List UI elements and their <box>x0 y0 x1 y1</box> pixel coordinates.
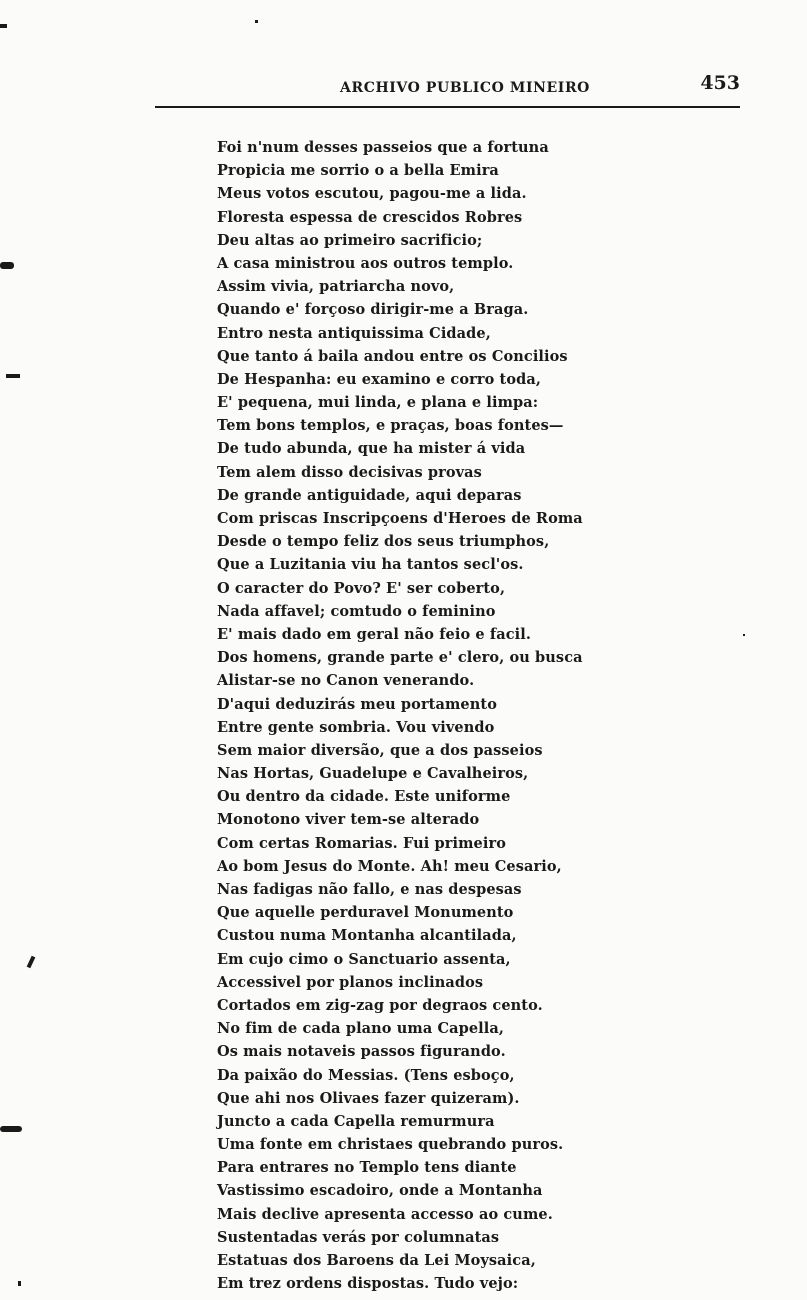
poem-line: Alistar-se no Canon venerando. <box>217 672 475 690</box>
poem-line: De tudo abunda, que ha mister á vida <box>217 440 526 458</box>
poem-line: Em trez ordens dispostas. Tudo vejo: <box>217 1275 519 1293</box>
poem-line: Nas fadigas não fallo, e nas despesas <box>217 881 522 898</box>
poem-line: A casa ministrou aos outros templo. <box>217 254 514 272</box>
poem-line: Mais declive apresenta accesso ao cume. <box>217 1205 553 1223</box>
poem-line: Entro nesta antiquissima Cidade, <box>217 324 491 342</box>
poem-line: O caracter do Povo? E' ser coberto, <box>217 579 506 597</box>
poem-line: Estatuas dos Baroens da Lei Moysaica, <box>217 1252 536 1269</box>
poem-line: Meus votos escutou, pagou-me a lida. <box>217 185 527 203</box>
poem-line: Uma fonte em christaes quebrando puros. <box>217 1136 564 1154</box>
scan-speck <box>0 1126 22 1132</box>
poem-line: Deu altas ao primeiro sacrificio; <box>217 231 483 249</box>
poem-line: Com priscas Inscripçoens d'Heroes de Roma <box>217 510 583 527</box>
poem-line: Sem maior diversão, que a dos passeios <box>217 741 543 759</box>
poem-line: Os mais notaveis passos figurando. <box>217 1043 506 1061</box>
poem-line: Que ahi nos Olivaes fazer quizeram). <box>217 1089 520 1107</box>
poem-line: Desde o tempo feliz dos seus triumphos, <box>217 533 550 551</box>
poem-line: Assim vivia, patriarcha novo, <box>217 278 455 296</box>
poem-line: De grande antiguidade, aqui deparas <box>217 486 522 504</box>
scan-speck <box>27 956 36 969</box>
scan-speck <box>743 634 745 636</box>
page-number: 453 <box>700 72 740 94</box>
page-header <box>155 70 740 112</box>
scan-speck <box>6 374 20 378</box>
poem-line: Propicia me sorrio o a bella Emira <box>217 162 499 180</box>
header-rule <box>155 106 740 108</box>
poem-line: Custou numa Montanha alcantilada, <box>217 927 517 945</box>
poem-line: Tem alem disso decisivas provas <box>217 463 482 481</box>
poem-line: Quando e' forçoso dirigir-me a Braga. <box>217 301 529 319</box>
poem-line: Sustentadas verás por columnatas <box>217 1228 500 1246</box>
poem-line: Que aquelle perduravel Monumento <box>217 904 514 922</box>
poem-line: Ou dentro da cidade. Este uniforme <box>217 788 511 806</box>
poem-line: Ao bom Jesus do Monte. Ah! meu Cesario, <box>217 857 562 875</box>
poem-line: Monotono viver tem-se alterado <box>217 811 480 829</box>
poem-line: D'aqui deduzirás meu portamento <box>217 695 497 713</box>
poem-line: Vastissimo escadoiro, onde a Montanha <box>217 1182 543 1200</box>
poem-text <box>217 136 597 1295</box>
poem-line: Cortados em zig-zag por degraos cento. <box>217 996 543 1014</box>
scan-speck <box>255 20 258 23</box>
poem-line: Nas Hortas, Guadelupe e Cavalheiros, <box>217 765 529 783</box>
poem-line: Floresta espessa de crescidos Robres <box>217 208 523 226</box>
poem-line: Juncto a cada Capella remurmura <box>217 1112 495 1130</box>
poem-line: Da paixão do Messias. (Tens esboço, <box>217 1066 515 1084</box>
poem-line: No fim de cada plano uma Capella, <box>217 1020 505 1038</box>
poem-line: Foi n'num desses passeios que a fortuna <box>217 139 549 156</box>
poem-line: Em cujo cimo o Sanctuario assenta, <box>217 950 511 968</box>
poem-line: De Hespanha: eu examino e corro toda, <box>217 370 541 388</box>
poem-line: Tem bons templos, e praças, boas fontes— <box>217 417 564 435</box>
poem-line: E' mais dado em geral não feio e facil. <box>217 625 532 643</box>
poem-line: Que a Luzitania viu ha tantos secl'os. <box>217 556 524 574</box>
scan-speck <box>18 1281 21 1286</box>
poem-line: Dos homens, grande parte e' clero, ou busca <box>217 649 583 667</box>
poem-line: E' pequena, mui linda, e plana e limpa: <box>217 394 539 412</box>
poem-line: Nada affavel; comtudo o feminino <box>217 602 496 620</box>
running-title: ARCHIVO PUBLICO MINEIRO <box>340 80 590 96</box>
poem-line: Para entrares no Templo tens diante <box>217 1159 517 1177</box>
poem-line: Entre gente sombria. Vou vivendo <box>217 718 495 736</box>
poem-line: Que tanto á baila andou entre os Concilios <box>217 347 568 365</box>
poem-line: Com certas Romarias. Fui primeiro <box>217 834 506 852</box>
scan-speck <box>0 24 7 28</box>
poem-line: Accessivel por planos inclinados <box>217 973 484 991</box>
scan-speck <box>0 262 14 269</box>
